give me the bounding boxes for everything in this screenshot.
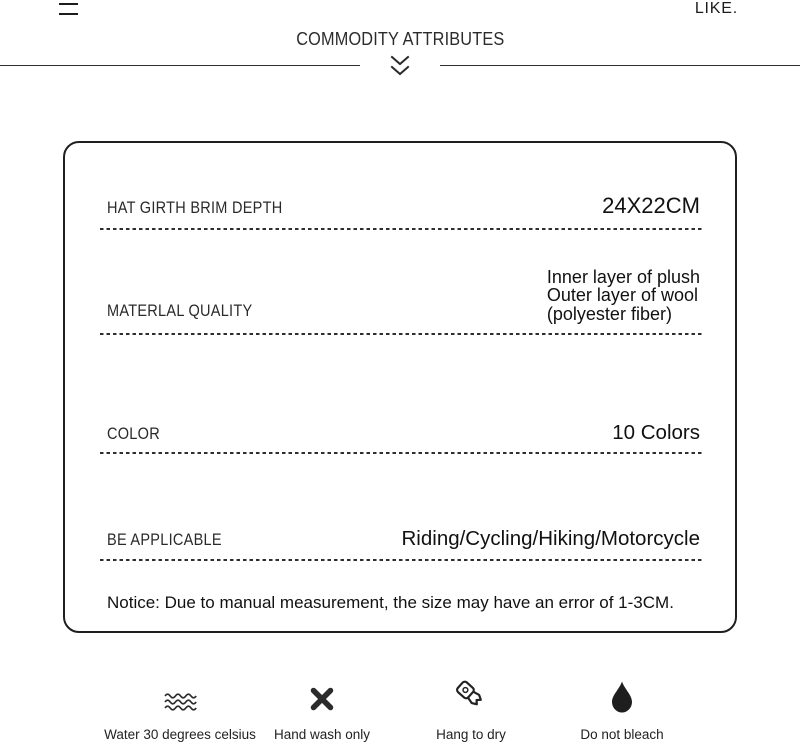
divider-line-left xyxy=(0,65,360,66)
attribute-label: MATERLAL QUALITY xyxy=(107,302,253,320)
attribute-row-color xyxy=(107,421,700,445)
dashed-separator xyxy=(100,559,704,561)
attribute-row-size xyxy=(107,193,700,219)
attribute-label: BE APPLICABLE xyxy=(107,531,222,549)
attribute-row-material xyxy=(107,265,700,323)
attribute-value-line: Inner layer of plush xyxy=(546,266,700,287)
attribute-value-line: (polyester fiber) xyxy=(546,303,672,324)
care-label: Hand wash only xyxy=(273,727,371,742)
attribute-value-line: Outer layer of wool xyxy=(546,285,698,305)
attribute-value: 24X22CM xyxy=(602,193,700,218)
care-label: Do not bleach xyxy=(580,727,664,742)
page-title-text: COMMODITY ATTRIBUTES xyxy=(295,28,505,49)
notice-text: Notice: Due to manual measurement, the size may have an error of 1-3CM. xyxy=(107,593,674,612)
hamburger-icon[interactable] xyxy=(59,3,78,15)
attribute-label: HAT GIRTH BRIM DEPTH xyxy=(107,199,283,217)
attributes-card xyxy=(63,141,737,633)
attribute-value-multiline xyxy=(547,268,700,324)
care-label: Water 30 degrees celsius xyxy=(104,727,256,742)
attribute-value: Riding/Cycling/Hiking/Motorcycle xyxy=(401,527,700,550)
page-title xyxy=(0,28,800,50)
like-link[interactable]: LIKE. xyxy=(694,0,738,17)
attribute-row-applicable xyxy=(107,527,700,551)
double-chevron-down-icon xyxy=(387,54,413,78)
dashed-separator xyxy=(100,452,704,454)
care-label: Hang to dry xyxy=(436,727,506,742)
dashed-separator xyxy=(100,333,704,335)
attribute-label: COLOR xyxy=(107,425,160,443)
hamburger-bar xyxy=(59,13,78,15)
hamburger-bar xyxy=(59,3,78,5)
dashed-separator xyxy=(100,228,704,230)
divider-line-right xyxy=(440,65,800,66)
attribute-value: 10 Colors xyxy=(612,421,700,444)
water-drop-icon xyxy=(532,666,712,714)
care-item-no-bleach xyxy=(532,666,712,742)
